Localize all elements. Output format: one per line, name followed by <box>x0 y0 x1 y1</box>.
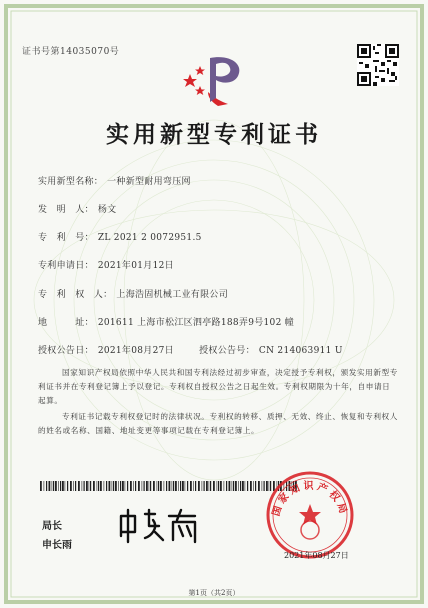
qr-code <box>357 44 399 86</box>
paragraph-legal-status: 专利证书记载专利权登记时的法律状况。专利权的转移、质押、无效、终止、恢复和专利权人的姓名或名称、国籍、地址变更等事项记载在专利登记簿上。 <box>38 412 398 435</box>
field-value: 2021年08月27日 <box>97 346 174 356</box>
field-label: 地 址： <box>38 318 94 328</box>
field-label: 专利申请日： <box>38 261 94 271</box>
field-label: 专 利 号： <box>38 233 94 243</box>
field-label: 专 利 权 人： <box>38 290 113 300</box>
barcode <box>40 481 300 491</box>
seal-text: 国家知识产权局 <box>270 481 350 518</box>
field-label: 发 明 人： <box>38 205 94 215</box>
page-footer: 第1页（共2页） <box>188 589 240 597</box>
director-signature <box>115 506 205 546</box>
field-value: CN 214063911 U <box>258 346 343 356</box>
director-title-label: 局长 <box>42 521 62 532</box>
field-patent-number <box>38 230 202 243</box>
field-value: 2021年01月12日 <box>97 261 174 271</box>
field-filing-date <box>38 258 174 271</box>
director-name-label: 申长雨 <box>42 540 72 551</box>
paragraph-grant-statement: 国家知识产权局依照中华人民共和国专利法经过初步审查，决定授予专利权，颁发实用新型专利证书并在专利登记簿上予以登记。专利权自授权公告之日起生效。专利权期限为十年，自申请日起算。 <box>38 368 398 405</box>
field-value: ZL 2021 2 0072951.5 <box>97 233 202 243</box>
field-label: 实用新型名称： <box>38 177 104 187</box>
field-value: 杨文 <box>97 205 117 215</box>
field-address <box>38 315 294 328</box>
official-seal <box>265 470 355 560</box>
field-value: 一种新型耐用弯压网 <box>107 177 191 187</box>
field-value: 201611 上海市松江区泗亭路188弄9号102 幢 <box>97 318 295 328</box>
seal-date: 2021年08月27日 <box>284 551 349 560</box>
field-grant-date <box>38 343 343 356</box>
certificate-number: 证书号第14035070号 <box>22 47 120 57</box>
field-value: 上海浩固机械工业有限公司 <box>116 290 229 300</box>
page-title: 实用新型专利证书 <box>106 121 322 148</box>
field-label: 授权公告日： <box>38 346 94 356</box>
field-label: 授权公告号： <box>199 346 255 356</box>
field-utility-name <box>38 174 191 187</box>
field-inventor <box>38 202 116 215</box>
field-patentee <box>38 287 228 300</box>
cnipa-logo-icon <box>178 52 256 108</box>
